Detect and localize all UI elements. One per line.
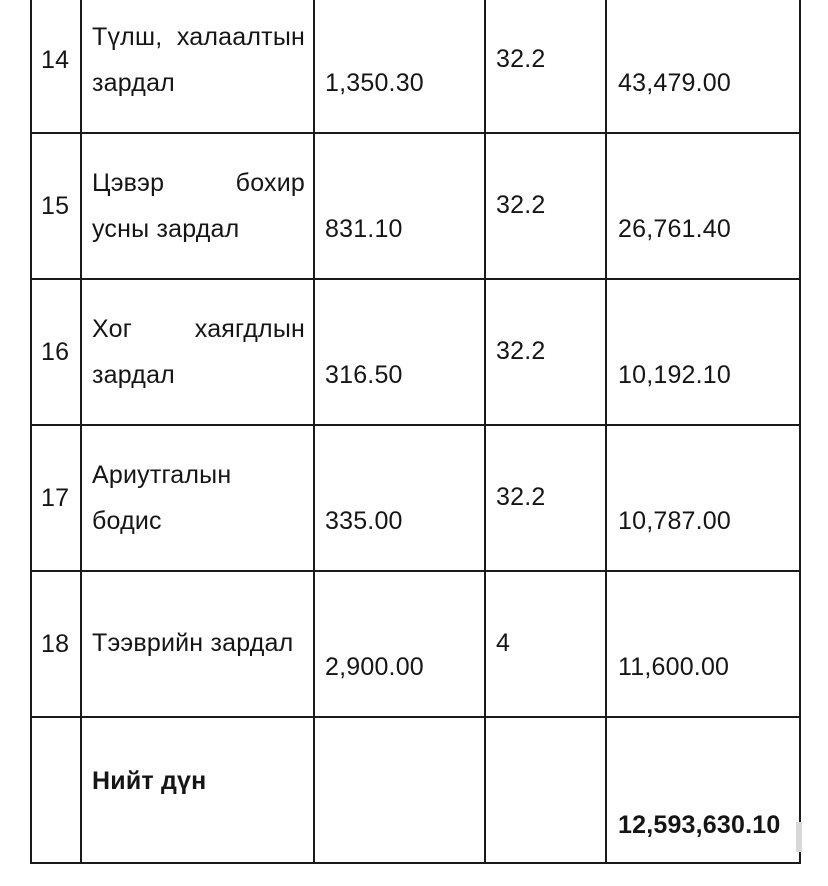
- grand-total-value-cell: [606, 717, 800, 863]
- table-row: [31, 133, 800, 279]
- item-name-cell: [81, 571, 314, 717]
- row-total: 43,479.00: [618, 69, 732, 97]
- unit-price: 831.10: [325, 215, 403, 243]
- grand-total-label-cell: [81, 717, 314, 863]
- unit-price: 2,900.00: [325, 653, 424, 681]
- quantity-cell: [485, 0, 606, 133]
- page-edge-mark: [796, 822, 802, 852]
- unit-price: 316.50: [325, 361, 403, 389]
- quantity: 4: [496, 629, 511, 657]
- item-name-cell: [81, 425, 314, 571]
- row-number-cell: [31, 133, 81, 279]
- total-cell: [606, 133, 800, 279]
- row-number-cell: [31, 279, 81, 425]
- quantity-cell: [485, 279, 606, 425]
- row-number: 15: [41, 192, 70, 220]
- row-number: 18: [41, 630, 70, 658]
- quantity: 32.2: [496, 483, 546, 511]
- item-name-cell: [81, 133, 314, 279]
- quantity-cell: [485, 571, 606, 717]
- cost-table: [30, 0, 801, 864]
- unit-price-cell: [314, 133, 485, 279]
- item-name: Хог хаягдлын зардал: [92, 315, 305, 389]
- empty-cell: [485, 717, 606, 863]
- item-name-cell: [81, 279, 314, 425]
- total-cell: [606, 571, 800, 717]
- item-name: Цэвэр бохир усны зардал: [92, 169, 305, 243]
- unit-price: 335.00: [325, 507, 403, 535]
- empty-cell: [314, 717, 485, 863]
- quantity-cell: [485, 133, 606, 279]
- item-name: Ариутгалын бодис: [92, 461, 232, 535]
- unit-price-cell: [314, 425, 485, 571]
- row-number-cell: [31, 571, 81, 717]
- row-total: 11,600.00: [618, 653, 730, 681]
- unit-price-cell: [314, 571, 485, 717]
- unit-price-cell: [314, 279, 485, 425]
- row-number: 17: [41, 484, 70, 512]
- empty-cell: [31, 717, 81, 863]
- item-name: Тээврийн зардал: [92, 629, 294, 657]
- table-row: [31, 425, 800, 571]
- table-row: [31, 571, 800, 717]
- row-number-cell: [31, 0, 81, 133]
- quantity: 32.2: [496, 191, 546, 219]
- item-name: Түлш, халаалтын зардал: [92, 23, 305, 97]
- item-name-cell: [81, 0, 314, 133]
- row-total: 10,787.00: [618, 507, 732, 535]
- row-total: 26,761.40: [618, 215, 732, 243]
- total-cell: [606, 425, 800, 571]
- row-number: 14: [41, 46, 70, 74]
- grand-total-value: 12,593,630.10: [618, 811, 781, 839]
- unit-price: 1,350.30: [325, 69, 424, 97]
- total-cell: [606, 279, 800, 425]
- quantity: 32.2: [496, 45, 546, 73]
- row-number-cell: [31, 425, 81, 571]
- unit-price-cell: [314, 0, 485, 133]
- quantity: 32.2: [496, 337, 546, 365]
- row-total: 10,192.10: [618, 361, 732, 389]
- grand-total-row: [31, 717, 800, 863]
- row-number: 16: [41, 338, 70, 366]
- total-cell: [606, 0, 800, 133]
- quantity-cell: [485, 425, 606, 571]
- grand-total-label: Нийт дүн: [92, 767, 207, 795]
- table-row: [31, 279, 800, 425]
- table-row: [31, 0, 800, 133]
